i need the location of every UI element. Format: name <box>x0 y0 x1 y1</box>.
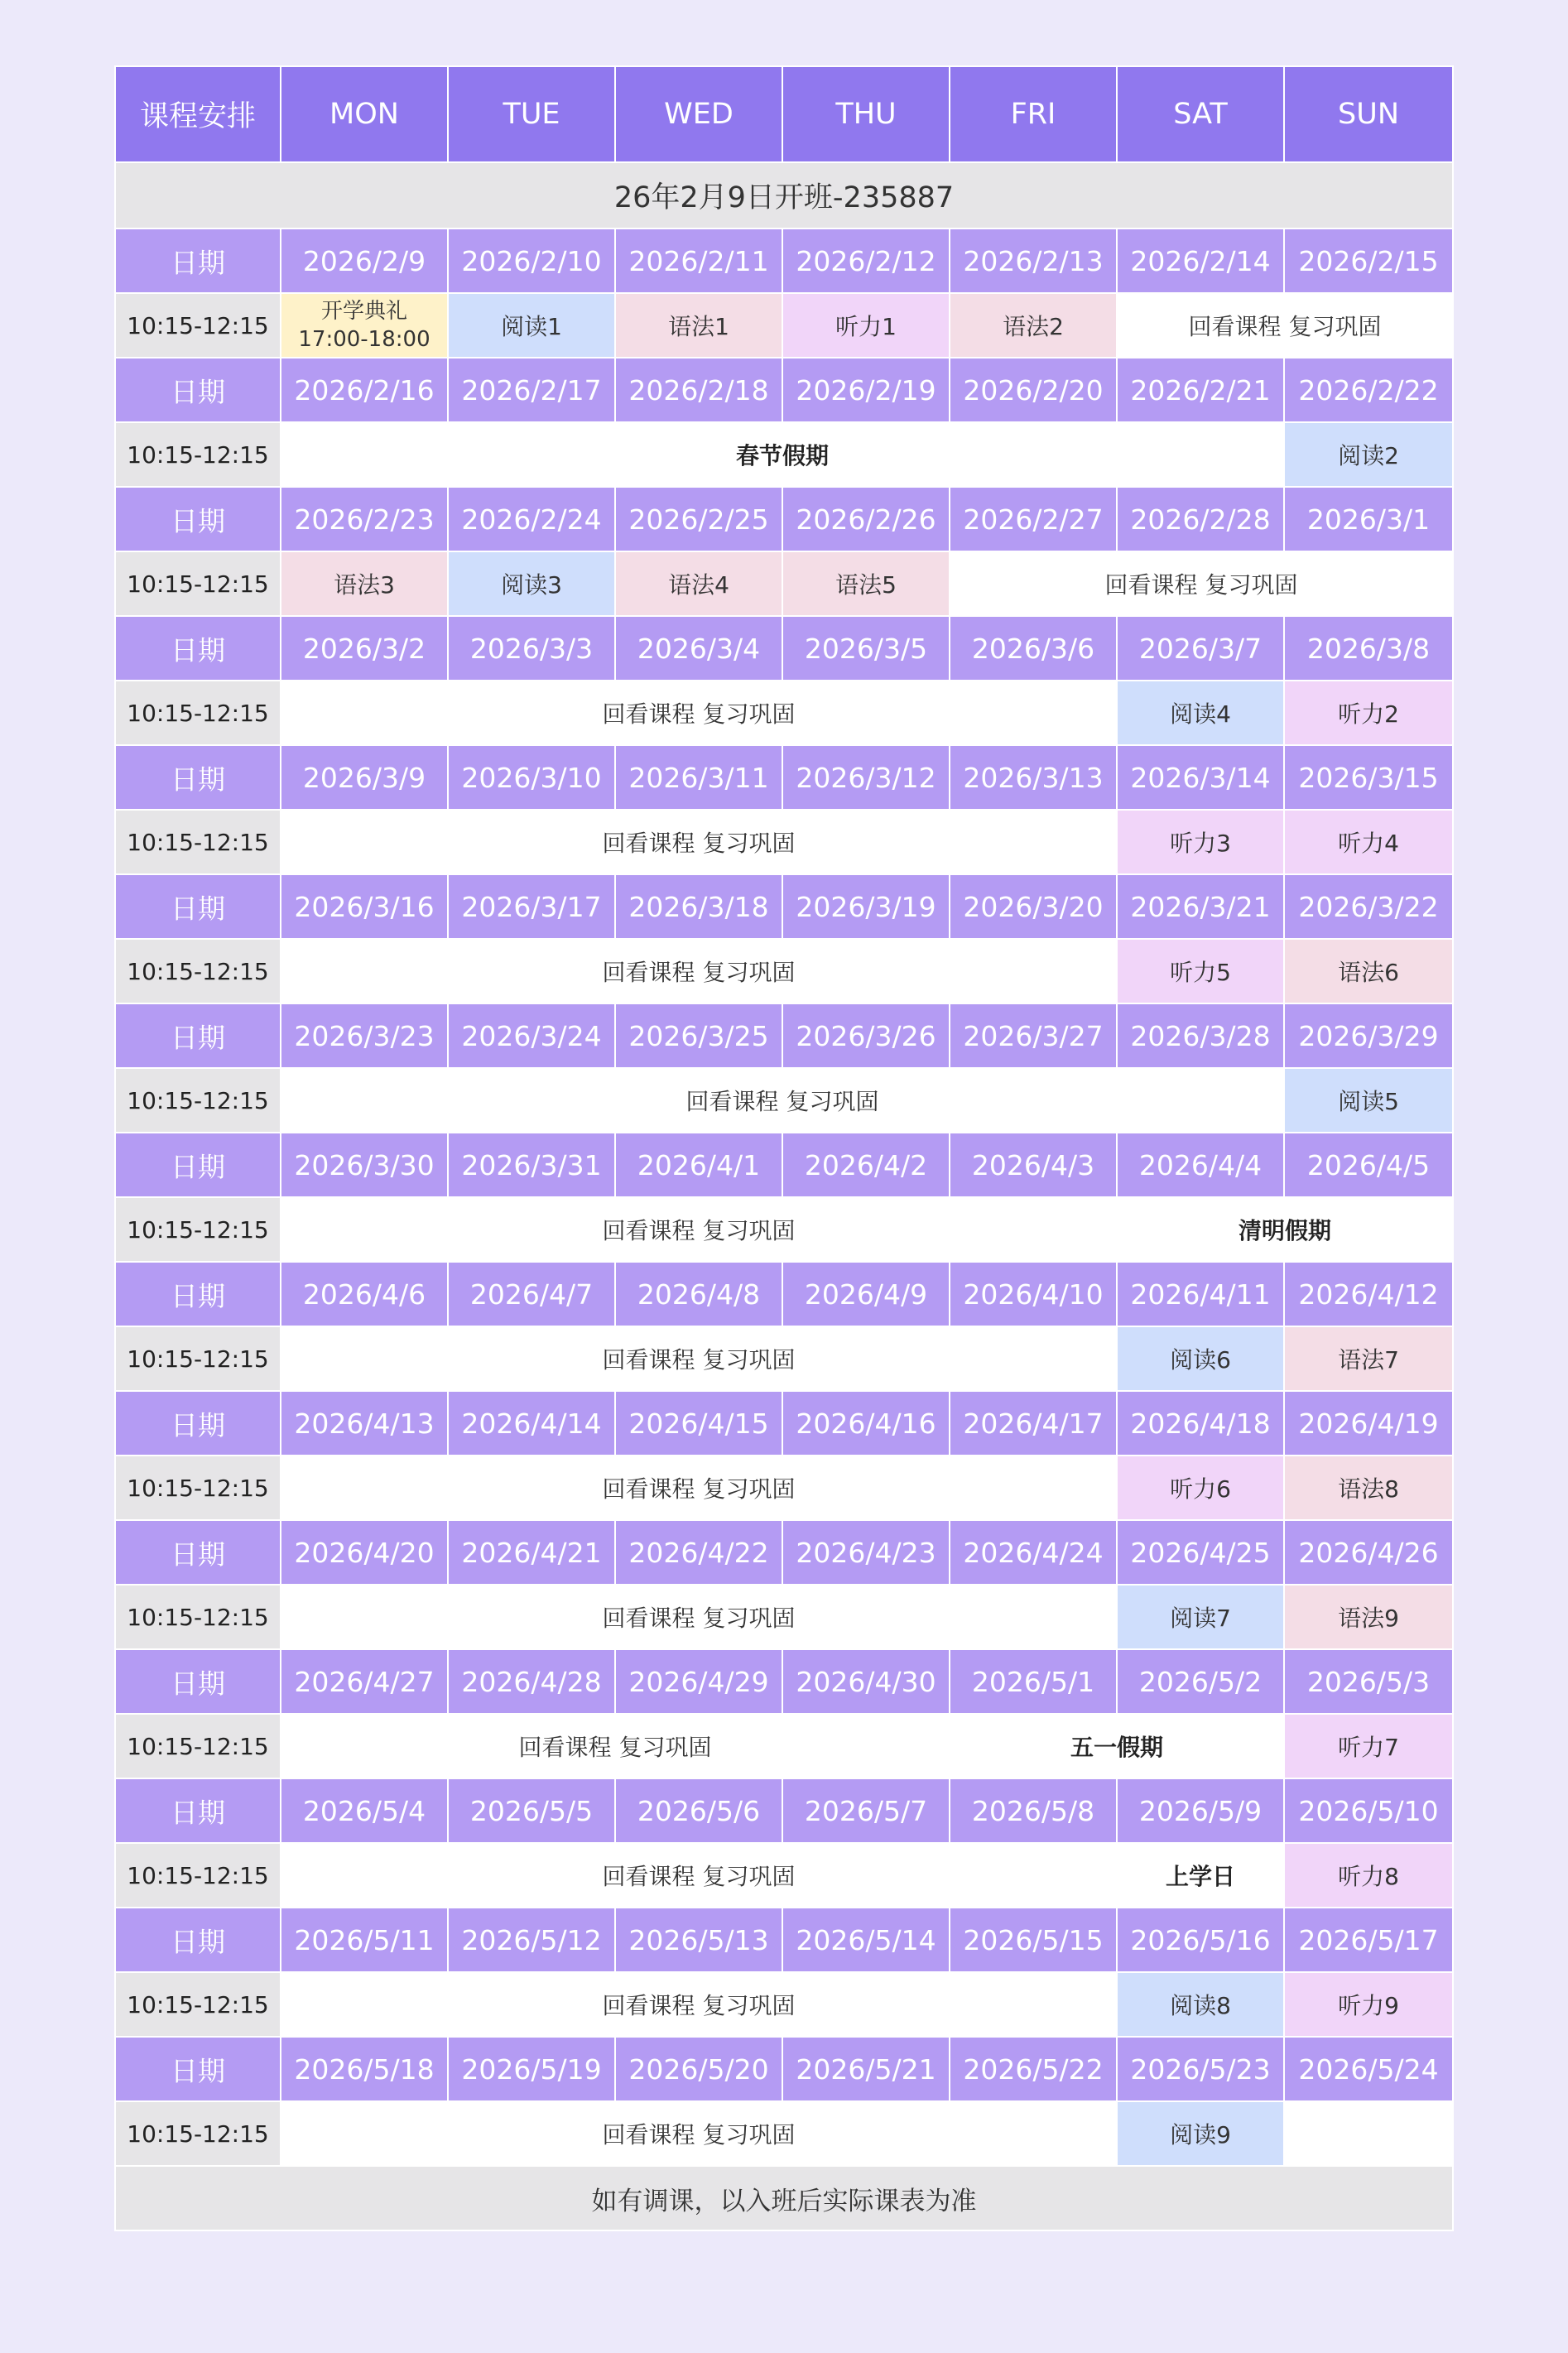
day-header-fri: FRI <box>950 66 1117 162</box>
date-row <box>115 487 1453 551</box>
date-cell-wed: 2026/2/11 <box>615 229 782 293</box>
date-cell-fri: 2026/5/22 <box>950 2037 1117 2101</box>
date-row-label: 日期 <box>115 745 281 810</box>
session-row <box>115 1972 1453 2037</box>
listening-lesson-cell: 听力4 <box>1284 810 1453 874</box>
listening-lesson-cell: 听力5 <box>1117 939 1284 1003</box>
date-cell-wed: 2026/2/18 <box>615 358 782 422</box>
date-row-label: 日期 <box>115 1649 281 1714</box>
date-cell-sun: 2026/3/8 <box>1284 616 1453 681</box>
date-cell-thu: 2026/3/5 <box>782 616 950 681</box>
date-cell-tue: 2026/5/5 <box>448 1778 615 1843</box>
listening-lesson-cell: 听力9 <box>1284 1972 1453 2037</box>
schedule-note-cell: 回看课程 复习巩固 <box>281 1197 1117 1262</box>
schedule-footnote: 如有调课，以入班后实际课表为准 <box>115 2166 1453 2230</box>
listening-lesson-cell: 听力2 <box>1284 681 1453 745</box>
date-row-label: 日期 <box>115 1908 281 1972</box>
grammar-lesson-cell: 语法6 <box>1284 939 1453 1003</box>
date-cell-wed: 2026/3/25 <box>615 1003 782 1068</box>
schedule-table <box>114 65 1454 2231</box>
date-cell-thu: 2026/4/30 <box>782 1649 950 1714</box>
date-row <box>115 1391 1453 1456</box>
schedule-note-cell: 回看课程 复习巩固 <box>281 939 1117 1003</box>
date-cell-tue: 2026/4/21 <box>448 1520 615 1585</box>
date-cell-sun: 2026/5/10 <box>1284 1778 1453 1843</box>
schedule-note-cell: 上学日 <box>1117 1843 1284 1908</box>
date-row <box>115 616 1453 681</box>
date-cell-mon: 2026/2/16 <box>281 358 448 422</box>
date-row-label: 日期 <box>115 1391 281 1456</box>
date-cell-thu: 2026/5/21 <box>782 2037 950 2101</box>
date-cell-fri: 2026/3/27 <box>950 1003 1117 1068</box>
reading-lesson-cell: 阅读8 <box>1117 1972 1284 2037</box>
date-cell-tue: 2026/2/17 <box>448 358 615 422</box>
date-cell-fri: 2026/5/15 <box>950 1908 1117 1972</box>
schedule-note-cell: 五一假期 <box>950 1714 1284 1778</box>
date-row <box>115 1778 1453 1843</box>
date-cell-wed: 2026/4/8 <box>615 1262 782 1326</box>
listening-lesson-cell: 听力8 <box>1284 1843 1453 1908</box>
date-row <box>115 1908 1453 1972</box>
date-cell-fri: 2026/5/1 <box>950 1649 1117 1714</box>
date-row-label: 日期 <box>115 358 281 422</box>
date-row-label: 日期 <box>115 1778 281 1843</box>
date-cell-mon: 2026/3/23 <box>281 1003 448 1068</box>
date-cell-thu: 2026/4/16 <box>782 1391 950 1456</box>
session-time-label: 10:15-12:15 <box>115 681 281 745</box>
date-cell-fri: 2026/3/20 <box>950 874 1117 939</box>
date-cell-mon: 2026/4/27 <box>281 1649 448 1714</box>
date-row <box>115 358 1453 422</box>
grammar-lesson-cell: 语法9 <box>1284 1585 1453 1649</box>
session-time-label: 10:15-12:15 <box>115 1326 281 1391</box>
date-cell-thu: 2026/4/2 <box>782 1133 950 1197</box>
date-cell-mon: 2026/3/2 <box>281 616 448 681</box>
date-cell-thu: 2026/4/9 <box>782 1262 950 1326</box>
session-time-label: 10:15-12:15 <box>115 2101 281 2166</box>
session-time-label: 10:15-12:15 <box>115 1972 281 2037</box>
date-cell-fri: 2026/5/8 <box>950 1778 1117 1843</box>
session-time-label: 10:15-12:15 <box>115 939 281 1003</box>
date-cell-fri: 2026/2/13 <box>950 229 1117 293</box>
date-cell-sun: 2026/4/5 <box>1284 1133 1453 1197</box>
date-cell-sat: 2026/4/18 <box>1117 1391 1284 1456</box>
day-header-mon: MON <box>281 66 448 162</box>
date-row-label: 日期 <box>115 874 281 939</box>
day-header-tue: TUE <box>448 66 615 162</box>
date-cell-tue: 2026/3/3 <box>448 616 615 681</box>
date-cell-mon: 2026/3/30 <box>281 1133 448 1197</box>
date-cell-tue: 2026/4/14 <box>448 1391 615 1456</box>
reading-lesson-cell: 阅读7 <box>1117 1585 1284 1649</box>
session-time-label: 10:15-12:15 <box>115 1197 281 1262</box>
date-cell-mon: 2026/5/18 <box>281 2037 448 2101</box>
date-row-label: 日期 <box>115 1003 281 1068</box>
class-start-banner: 26年2月9日开班-235887 <box>115 162 1453 229</box>
date-cell-mon: 2026/2/9 <box>281 229 448 293</box>
day-header-thu: THU <box>782 66 950 162</box>
date-cell-sat: 2026/3/7 <box>1117 616 1284 681</box>
footer-row <box>115 2166 1453 2230</box>
schedule-note-cell: 清明假期 <box>1117 1197 1453 1262</box>
schedule-note-cell: 回看课程 复习巩固 <box>950 551 1453 616</box>
session-row <box>115 1068 1453 1133</box>
date-cell-tue: 2026/5/12 <box>448 1908 615 1972</box>
day-header-wed: WED <box>615 66 782 162</box>
date-cell-sun: 2026/4/26 <box>1284 1520 1453 1585</box>
schedule-note-cell: 回看课程 复习巩固 <box>281 1972 1117 2037</box>
session-row <box>115 1843 1453 1908</box>
date-row <box>115 1520 1453 1585</box>
date-row <box>115 2037 1453 2101</box>
session-row <box>115 422 1453 487</box>
session-row <box>115 293 1453 358</box>
date-cell-sat: 2026/3/21 <box>1117 874 1284 939</box>
session-row <box>115 681 1453 745</box>
date-cell-tue: 2026/2/10 <box>448 229 615 293</box>
day-header-sun: SUN <box>1284 66 1453 162</box>
date-cell-sun: 2026/3/15 <box>1284 745 1453 810</box>
grammar-lesson-cell: 语法1 <box>615 293 782 358</box>
date-cell-sun: 2026/4/12 <box>1284 1262 1453 1326</box>
schedule-note-cell: 回看课程 复习巩固 <box>281 1714 950 1778</box>
grammar-lesson-cell: 语法8 <box>1284 1456 1453 1520</box>
date-row-label: 日期 <box>115 487 281 551</box>
date-cell-wed: 2026/2/25 <box>615 487 782 551</box>
session-time-label: 10:15-12:15 <box>115 422 281 487</box>
date-cell-sun: 2026/5/17 <box>1284 1908 1453 1972</box>
date-row-label: 日期 <box>115 1262 281 1326</box>
date-cell-sun: 2026/3/22 <box>1284 874 1453 939</box>
day-header-sat: SAT <box>1117 66 1284 162</box>
date-cell-mon: 2026/4/6 <box>281 1262 448 1326</box>
date-cell-fri: 2026/4/3 <box>950 1133 1117 1197</box>
date-cell-sat: 2026/5/23 <box>1117 2037 1284 2101</box>
schedule-note-cell: 回看课程 复习巩固 <box>281 1068 1284 1133</box>
date-cell-sun: 2026/5/24 <box>1284 2037 1453 2101</box>
banner-row <box>115 162 1453 229</box>
schedule-note-cell: 回看课程 复习巩固 <box>281 1326 1117 1391</box>
date-cell-tue: 2026/3/31 <box>448 1133 615 1197</box>
date-cell-thu: 2026/3/12 <box>782 745 950 810</box>
date-cell-wed: 2026/4/29 <box>615 1649 782 1714</box>
date-cell-sat: 2026/4/4 <box>1117 1133 1284 1197</box>
date-cell-wed: 2026/5/6 <box>615 1778 782 1843</box>
date-cell-tue: 2026/5/19 <box>448 2037 615 2101</box>
date-cell-fri: 2026/3/6 <box>950 616 1117 681</box>
date-cell-tue: 2026/2/24 <box>448 487 615 551</box>
session-time-label: 10:15-12:15 <box>115 810 281 874</box>
date-cell-wed: 2026/5/13 <box>615 1908 782 1972</box>
date-cell-fri: 2026/4/10 <box>950 1262 1117 1326</box>
listening-lesson-cell: 听力6 <box>1117 1456 1284 1520</box>
date-cell-wed: 2026/4/1 <box>615 1133 782 1197</box>
date-cell-thu: 2026/4/23 <box>782 1520 950 1585</box>
date-cell-sun: 2026/3/29 <box>1284 1003 1453 1068</box>
date-cell-sun: 2026/3/1 <box>1284 487 1453 551</box>
reading-lesson-cell: 阅读9 <box>1117 2101 1284 2166</box>
date-cell-tue: 2026/3/10 <box>448 745 615 810</box>
date-cell-thu: 2026/2/19 <box>782 358 950 422</box>
date-cell-sat: 2026/4/11 <box>1117 1262 1284 1326</box>
date-cell-sat: 2026/5/2 <box>1117 1649 1284 1714</box>
grammar-lesson-cell: 语法7 <box>1284 1326 1453 1391</box>
date-cell-sat: 2026/4/25 <box>1117 1520 1284 1585</box>
date-cell-sun: 2026/5/3 <box>1284 1649 1453 1714</box>
date-cell-thu: 2026/2/26 <box>782 487 950 551</box>
date-cell-mon: 2026/4/20 <box>281 1520 448 1585</box>
reading-lesson-cell: 阅读1 <box>448 293 615 358</box>
reading-lesson-cell: 阅读6 <box>1117 1326 1284 1391</box>
schedule-note-cell: 春节假期 <box>281 422 1284 487</box>
date-row <box>115 1133 1453 1197</box>
date-cell-mon: 2026/5/11 <box>281 1908 448 1972</box>
date-cell-thu: 2026/5/14 <box>782 1908 950 1972</box>
date-cell-wed: 2026/3/18 <box>615 874 782 939</box>
session-row <box>115 1714 1453 1778</box>
session-row <box>115 1585 1453 1649</box>
reading-lesson-cell: 阅读4 <box>1117 681 1284 745</box>
date-row <box>115 874 1453 939</box>
session-row <box>115 2101 1453 2166</box>
date-cell-mon: 2026/2/23 <box>281 487 448 551</box>
date-cell-fri: 2026/2/20 <box>950 358 1117 422</box>
date-cell-tue: 2026/3/17 <box>448 874 615 939</box>
schedule-note-cell: 回看课程 复习巩固 <box>281 681 1117 745</box>
grammar-lesson-cell: 语法4 <box>615 551 782 616</box>
reading-lesson-cell: 阅读2 <box>1284 422 1453 487</box>
date-cell-sat: 2026/5/16 <box>1117 1908 1284 1972</box>
session-time-label: 10:15-12:15 <box>115 1843 281 1908</box>
listening-lesson-cell: 听力7 <box>1284 1714 1453 1778</box>
date-cell-wed: 2026/4/22 <box>615 1520 782 1585</box>
date-cell-sun: 2026/4/19 <box>1284 1391 1453 1456</box>
session-time-label: 10:15-12:15 <box>115 1714 281 1778</box>
date-row <box>115 745 1453 810</box>
date-cell-thu: 2026/5/7 <box>782 1778 950 1843</box>
date-cell-thu: 2026/3/19 <box>782 874 950 939</box>
date-cell-tue: 2026/4/7 <box>448 1262 615 1326</box>
date-cell-sun: 2026/2/15 <box>1284 229 1453 293</box>
date-cell-thu: 2026/3/26 <box>782 1003 950 1068</box>
listening-lesson-cell: 听力1 <box>782 293 950 358</box>
date-row-label: 日期 <box>115 2037 281 2101</box>
empty-cell <box>1284 2101 1453 2166</box>
date-cell-mon: 2026/4/13 <box>281 1391 448 1456</box>
session-row <box>115 1456 1453 1520</box>
date-cell-thu: 2026/2/12 <box>782 229 950 293</box>
session-time-label: 10:15-12:15 <box>115 551 281 616</box>
grammar-lesson-cell: 语法3 <box>281 551 448 616</box>
date-cell-fri: 2026/2/27 <box>950 487 1117 551</box>
session-time-label: 10:15-12:15 <box>115 1585 281 1649</box>
date-cell-sat: 2026/2/21 <box>1117 358 1284 422</box>
reading-lesson-cell: 阅读5 <box>1284 1068 1453 1133</box>
date-row <box>115 1649 1453 1714</box>
date-row <box>115 229 1453 293</box>
grammar-lesson-cell: 语法2 <box>950 293 1117 358</box>
date-cell-sat: 2026/5/9 <box>1117 1778 1284 1843</box>
event-title: 开学典礼 <box>320 299 407 324</box>
schedule-note-cell: 回看课程 复习巩固 <box>281 1456 1117 1520</box>
date-cell-wed: 2026/3/11 <box>615 745 782 810</box>
date-row <box>115 1262 1453 1326</box>
event-time: 17:00-18:00 <box>298 327 430 352</box>
session-row <box>115 810 1453 874</box>
date-row <box>115 1003 1453 1068</box>
schedule-note-cell: 回看课程 复习巩固 <box>281 1585 1117 1649</box>
session-time-label: 10:15-12:15 <box>115 293 281 358</box>
session-time-label: 10:15-12:15 <box>115 1068 281 1133</box>
date-row-label: 日期 <box>115 1133 281 1197</box>
reading-lesson-cell: 阅读3 <box>448 551 615 616</box>
date-cell-sat: 2026/3/14 <box>1117 745 1284 810</box>
session-time-label: 10:15-12:15 <box>115 1456 281 1520</box>
grammar-lesson-cell: 语法5 <box>782 551 950 616</box>
date-cell-wed: 2026/5/20 <box>615 2037 782 2101</box>
header-row <box>115 66 1453 162</box>
date-cell-wed: 2026/3/4 <box>615 616 782 681</box>
listening-lesson-cell: 听力3 <box>1117 810 1284 874</box>
session-row <box>115 1197 1453 1262</box>
date-cell-fri: 2026/3/13 <box>950 745 1117 810</box>
schedule-note-cell: 回看课程 复习巩固 <box>281 1843 1117 1908</box>
date-row-label: 日期 <box>115 616 281 681</box>
date-cell-sat: 2026/2/28 <box>1117 487 1284 551</box>
schedule-note-cell: 回看课程 复习巩固 <box>281 2101 1117 2166</box>
schedule-note-cell: 回看课程 复习巩固 <box>281 810 1117 874</box>
date-row-label: 日期 <box>115 229 281 293</box>
session-row <box>115 939 1453 1003</box>
session-row <box>115 1326 1453 1391</box>
corner-header: 课程安排 <box>115 66 281 162</box>
date-cell-tue: 2026/3/24 <box>448 1003 615 1068</box>
opening-ceremony-cell <box>281 293 448 358</box>
date-cell-fri: 2026/4/17 <box>950 1391 1117 1456</box>
date-cell-mon: 2026/5/4 <box>281 1778 448 1843</box>
session-row <box>115 551 1453 616</box>
date-cell-sat: 2026/2/14 <box>1117 229 1284 293</box>
date-cell-tue: 2026/4/28 <box>448 1649 615 1714</box>
schedule-note-cell: 回看课程 复习巩固 <box>1117 293 1453 358</box>
date-cell-mon: 2026/3/16 <box>281 874 448 939</box>
date-cell-wed: 2026/4/15 <box>615 1391 782 1456</box>
date-cell-mon: 2026/3/9 <box>281 745 448 810</box>
date-row-label: 日期 <box>115 1520 281 1585</box>
date-cell-sun: 2026/2/22 <box>1284 358 1453 422</box>
date-cell-fri: 2026/4/24 <box>950 1520 1117 1585</box>
date-cell-sat: 2026/3/28 <box>1117 1003 1284 1068</box>
